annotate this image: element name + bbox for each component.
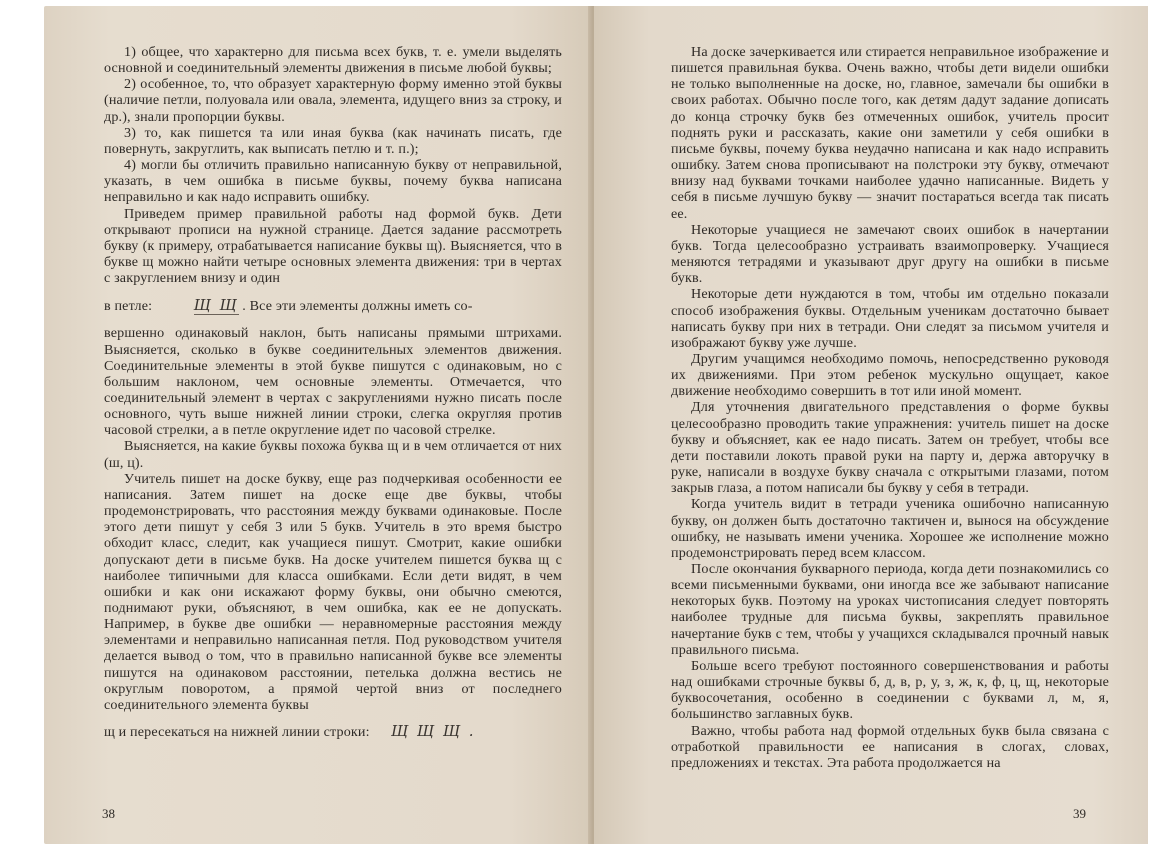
paragraph: После окончания букварного периода, когда дети познакомились со всеми письменными буквами, они иногда все же забывают написание некоторых букв. Поэтому на уроках чистописания следует повторять наиболее трудные для письма буквы, закреплять правильное начертание букв с тем, чтобы у учащихся складывался прочный навык правильного письма. [671,561,1109,658]
paragraph: Некоторые дети нуждаются в том, чтобы им отдельно показали способ изображения буквы. Отдельным ученикам достаточно бывает написать букву при них в тетради. Они следят за письмом учителя и изображают букву уже лучше. [671,286,1109,351]
paragraph: Другим учащимся необходимо помочь, непосредственно руководя их движениями. При этом ребенок мускульно ощущает, какое движение необходимо совершить в тот или иной момент. [671,350,1109,400]
handwritten-letter-sample: Щ Щ Щ . [391,722,476,741]
paragraph: Когда учитель видит в тетради ученика ошибочно написанную букву, он должен быть достаточно тактичен и, вынося на обсуждение ошибку, не называть имени ученика. Хорошее же исполнение можно продемонстрировать перед всем классом. [671,496,1109,561]
paragraph: Больше всего требуют постоянного совершенствования и работы над ошибками строчные буквы б, д, в, р, у, з, ж, к, ф, ц, щ, некоторые буквосочетания, особенно в соединении с буквами л, м, я, большинство заглавных букв. [671,657,1109,723]
paragraph: Некоторые учащиеся не замечают своих ошибок в начертании букв. Тогда целесообразно устраивать взаимопроверку. Учащиеся меняются тетрадями и указывают друг другу на ошибки в письме букв. [671,221,1109,287]
paragraph: Важно, чтобы работа над формой отдельных букв была связана с отработкой правильности ее написания в слогах, словах, предложениях и текстах. Эта работа продолжается на [671,722,1109,771]
handwritten-letter-sample: Щ Щ [193,296,239,315]
paragraph: вершенно одинаковый наклон, быть написаны прямыми штрихами. Выясняется, сколько в букве соединительных элементов движения. Соединительные элементы в этой букве пишутся с одинаковым, но с большим наклоном, чем основные элементы. Отмечается, что соединительный элемент в чертах с закруглениями нужно писать после основного, чуть выше нижней линии строки, слегка округляя против часовой стрелки, а в петле округление идет по часовой стрелке. [104,325,562,439]
page-number: 39 [1073,806,1086,821]
paragraph: Выясняется, на какие буквы похожа буква щ и в чем отличается от них (ш, ц). [104,438,562,471]
loop-line-prefix: в петле: [104,298,153,315]
paragraph: На доске зачеркивается или стирается неправильное изображение и пишется правильная буква. Очень важно, чтобы дети видели ошибки не только выполненные на доске, но, главное, замечали бы ошибки в своих работах. Обычно после того, как детям дадут задание дописать до конца строчку букв без отмеченных ошибок, учитель просит поднять руки и рассказать, какие они заметили у себя ошибки в письме буквы, почему буква неудачно написана и как надо исправить ошибку. Затем снова прописывают на полстроки эту букву, отмечают внизу над буквами точками наиболее удачно написанные. Видеть у себя в письме лучшую букву — значит постараться всегда так писать ее. [671,44,1109,222]
final-example-line [104,719,562,744]
left-page [44,6,592,844]
paragraph: Учитель пишет на доске букву, еще раз подчеркивая особенности ее написания. Затем пишет на доске еще две буквы, чтобы продемонстрировать, что расстояния между буквами одинаковые. После этого дети пишут у себя 3 или 5 букв. Учитель в это время быстро обходит класс, следит, как учащиеся пишут. Смотрит, какие ошибки допускают дети в письме букв. На доске учителем пишется буква щ с наиболее типичными для класса ошибками. Если дети видят, в чем ошибки и как они искажают форму буквы, они обычно смеются, поднимают руки, объясняют, в чем ошибка, как ее не допускать. Например, в букве две ошибки — неравномерные расстояния между элементами и неправильно написанная петля. Под руководством учителя делается вывод о том, что в правильно написанной букве все элементы пишутся на одинаковом расстоянии, петелька должна вестись не округлым поворотом, а прямой чертой вниз от последнего соединительного элемента буквы [104,470,562,713]
right-page-text [671,44,1109,771]
paragraph: 4) могли бы отличить правильно написанную букву от неправильной, указать, в чем ошибка в письме буквы, почему буква написана неправильно и как надо исправить ошибку. [104,157,562,206]
loop-line-suffix: . Все эти элементы должны иметь со- [242,298,473,315]
final-line-text: щ и пересекаться на нижней линии строки: [104,724,370,741]
paragraph: Приведем пример правильной работы над формой букв. Дети открывают прописи на нужной странице. Дается задание рассмотреть букву (к примеру, отрабатывается написание буквы щ). Выясняется, что в букве щ можно найти четыре основных элемента движения: три в чертах с закруглением внизу и один [104,205,562,287]
loop-example-line [104,292,562,319]
paragraph: 3) то, как пишется та или иная буква (как начинать писать, где повернуть, закруглить, как выписать петлю и т. п.); [104,124,562,157]
paragraph: 2) особенное, то, что образует характерную форму именно этой буквы (наличие петли, полуовала или овала, элемента, идущего вниз за строку, и др.), знали пропорции буквы. [104,76,562,125]
paragraph: 1) общее, что характерно для письма всех букв, т. е. умели выделять основной и соединительный элементы движения в письме любой буквы; [104,44,562,77]
left-page-text [104,44,562,744]
paragraph: Для уточнения двигательного представления о форме буквы целесообразно проводить такие упражнения: учитель пишет на доске букву и объясняет, как ее надо писать. Затем он требует, чтобы все дети поставили локоть правой руки на парту и, держа авторучку в руке, написали в воздухе букву сначала с открытыми глазами, потом закрыв глаза, а потом написали бы букву у себя в тетради. [671,399,1109,497]
page-number: 38 [102,806,115,821]
right-page [594,6,1148,844]
